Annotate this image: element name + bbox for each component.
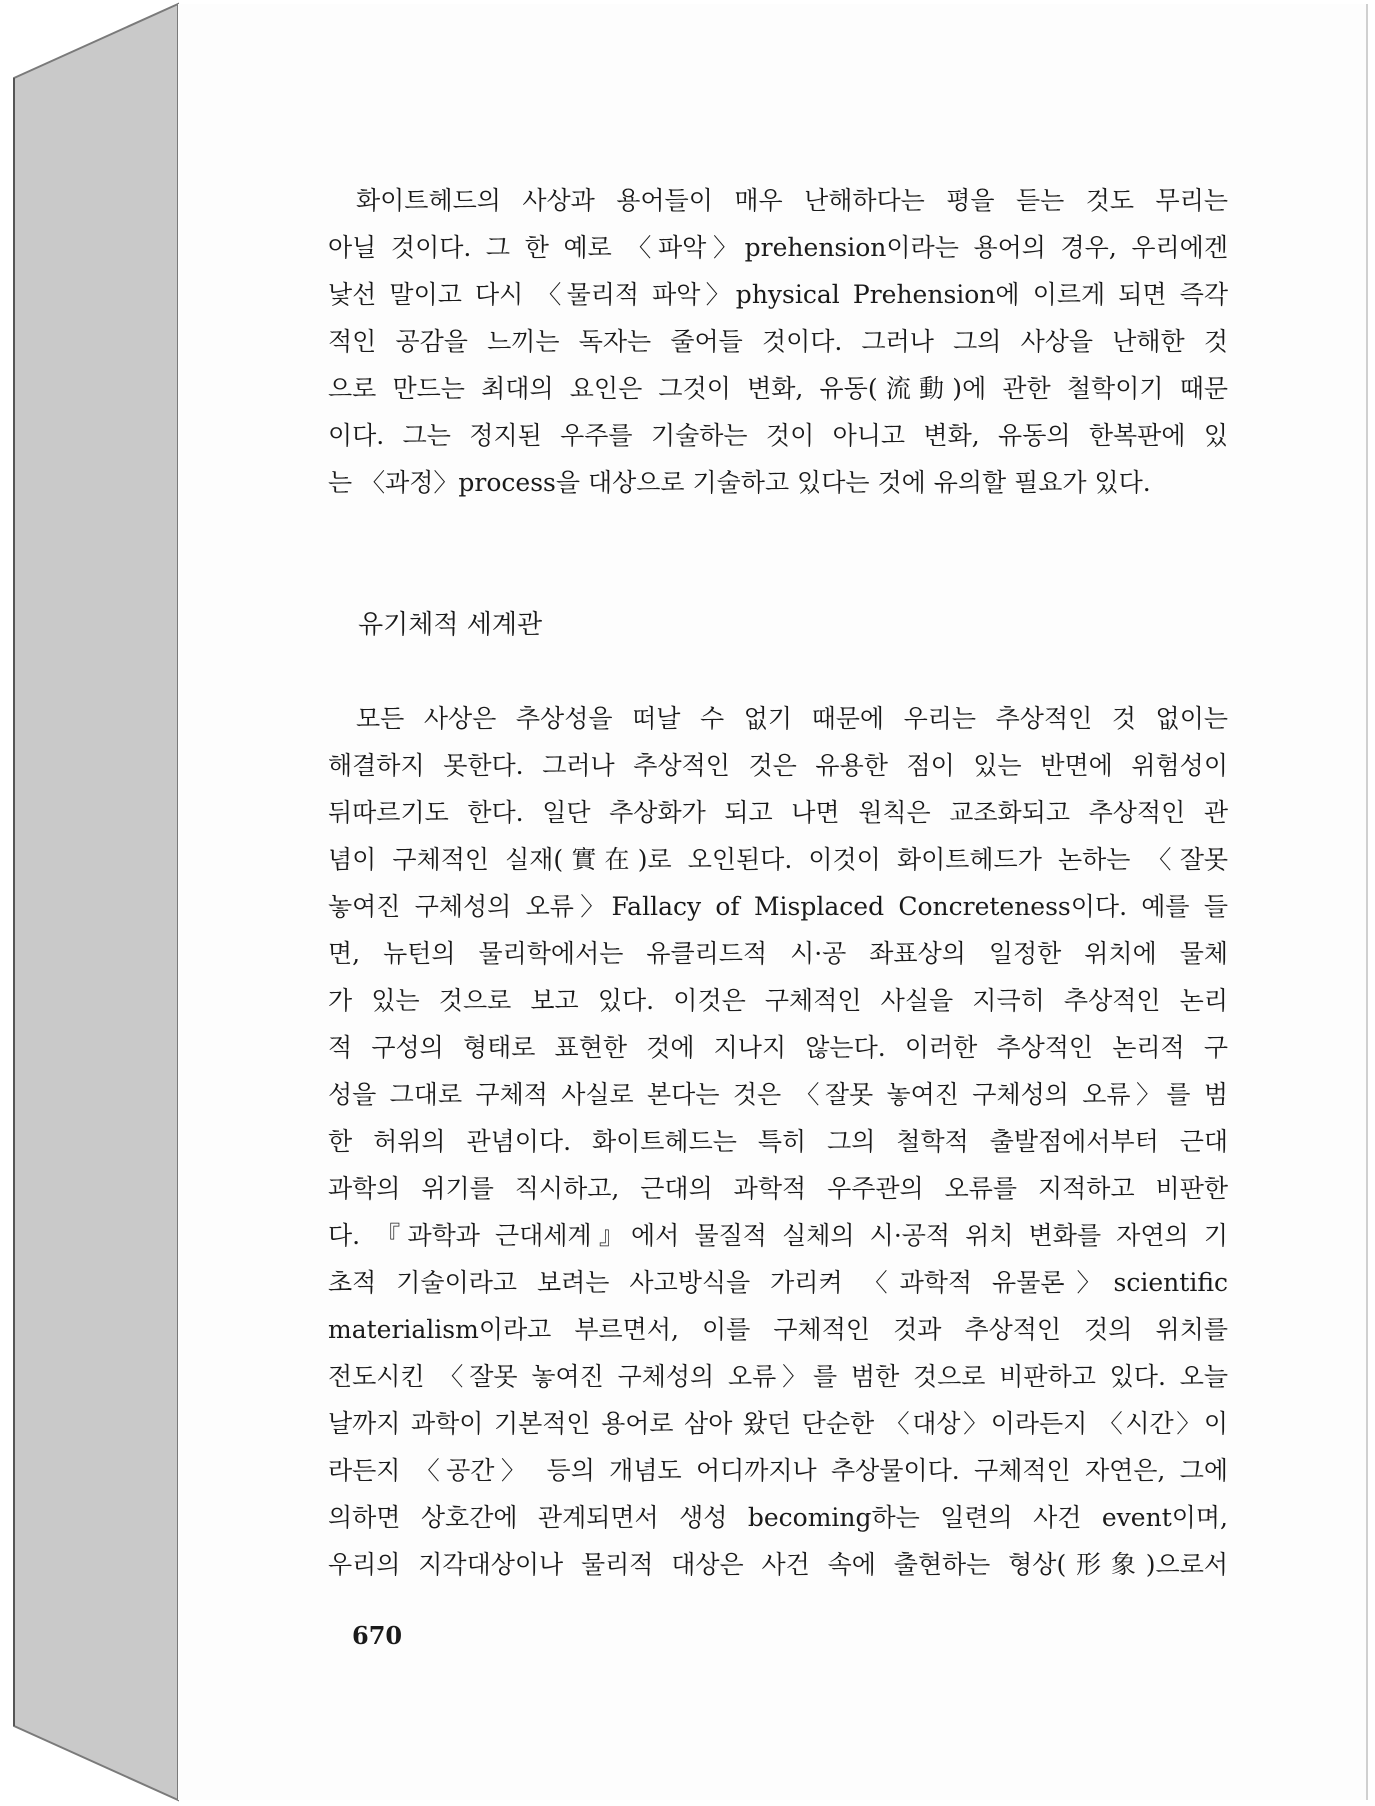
paragraph-line: 날까지 과학이 기본적인 용어로 삼아 왔던 단순한 〈대상〉이라든지 〈시간〉이 xyxy=(328,1409,1228,1438)
paragraph-line: 화이트헤드의 사상과 용어들이 매우 난해하다는 평을 듣는 것도 무리는 xyxy=(356,186,1228,215)
paragraph-line: 낯선 말이고 다시 〈물리적 파악〉physical Prehension에 이르게 되면 즉각 xyxy=(328,280,1228,309)
paragraph-line: 의하면 상호간에 관계되면서 생성 becoming하는 일련의 사건 event이며, xyxy=(328,1503,1228,1532)
paragraph-line: 해결하지 못한다. 그러나 추상적인 것은 유용한 점이 있는 반면에 위험성이 xyxy=(328,751,1228,780)
paragraph-line: 는 〈과정〉process을 대상으로 기술하고 있다는 것에 유의할 필요가 있다. xyxy=(328,468,1151,497)
paragraph-line: 전도시킨 〈잘못 놓여진 구체성의 오류〉를 범한 것으로 비판하고 있다. 오늘 xyxy=(328,1362,1228,1391)
paragraph-line: 념이 구체적인 실재(實在)로 오인된다. 이것이 화이트헤드가 논하는 〈잘못 xyxy=(328,845,1228,874)
paragraph-line: 다. 『과학과 근대세계』에서 물질적 실체의 시·공적 위치 변화를 자연의 기 xyxy=(328,1221,1228,1250)
paragraph-line: 으로 만드는 최대의 요인은 그것이 변화, 유동(流動)에 관한 철학이기 때문 xyxy=(328,374,1228,403)
book-page xyxy=(178,4,1368,1800)
paragraph-line: 면, 뉴턴의 물리학에서는 유클리드적 시·공 좌표상의 일정한 위치에 물체 xyxy=(328,939,1228,968)
paragraph-line: materialism이라고 부르면서, 이를 구체적인 것과 추상적인 것의 위치를 xyxy=(328,1315,1228,1344)
paragraph-line: 뒤따르기도 한다. 일단 추상화가 되고 나면 원칙은 교조화되고 추상적인 관 xyxy=(328,798,1228,827)
paragraph-line: 아닐 것이다. 그 한 예로 〈파악〉prehension이라는 용어의 경우, 우리에겐 xyxy=(328,233,1228,262)
paragraph-organic-worldview xyxy=(328,695,1228,1588)
paragraph-line: 초적 기술이라고 보려는 사고방식을 가리켜 〈과학적 유물론〉scientific xyxy=(328,1268,1228,1297)
paragraph-line: 적 구성의 형태로 표현한 것에 지나지 않는다. 이러한 추상적인 논리적 구 xyxy=(328,1033,1228,1062)
paragraph-line: 성을 그대로 구체적 사실로 본다는 것은 〈잘못 놓여진 구체성의 오류〉를 범 xyxy=(328,1080,1228,1109)
paragraph-line: 라든지 〈공간〉 등의 개념도 어디까지나 추상물이다. 구체적인 자연은, 그에 xyxy=(328,1456,1228,1485)
page-number: 670 xyxy=(352,1621,403,1650)
paragraph-line: 과학의 위기를 직시하고, 근대의 과학적 우주관의 오류를 지적하고 비판한 xyxy=(328,1174,1228,1203)
paragraph-line: 한 허위의 관념이다. 화이트헤드는 특히 그의 철학적 출발점에서부터 근대 xyxy=(328,1127,1228,1156)
paragraph-line: 이다. 그는 정지된 우주를 기술하는 것이 아니고 변화, 유동의 한복판에 있 xyxy=(328,421,1228,450)
paragraph-line: 가 있는 것으로 보고 있다. 이것은 구체적인 사실을 지극히 추상적인 논리 xyxy=(328,986,1228,1015)
paragraph-line: 우리의 지각대상이나 물리적 대상은 사건 속에 출현하는 형상(形象)으로서 xyxy=(328,1550,1228,1579)
section-heading: 유기체적 세계관 xyxy=(358,610,543,640)
paragraph-intro xyxy=(328,177,1228,506)
paragraph-line: 적인 공감을 느끼는 독자는 줄어들 것이다. 그러나 그의 사상을 난해한 것 xyxy=(328,327,1228,356)
paragraph-line: 놓여진 구체성의 오류〉Fallacy of Misplaced Concreteness이다. 예를 들 xyxy=(328,892,1228,921)
paragraph-line: 모든 사상은 추상성을 떠날 수 없기 때문에 우리는 추상적인 것 없이는 xyxy=(356,704,1228,733)
